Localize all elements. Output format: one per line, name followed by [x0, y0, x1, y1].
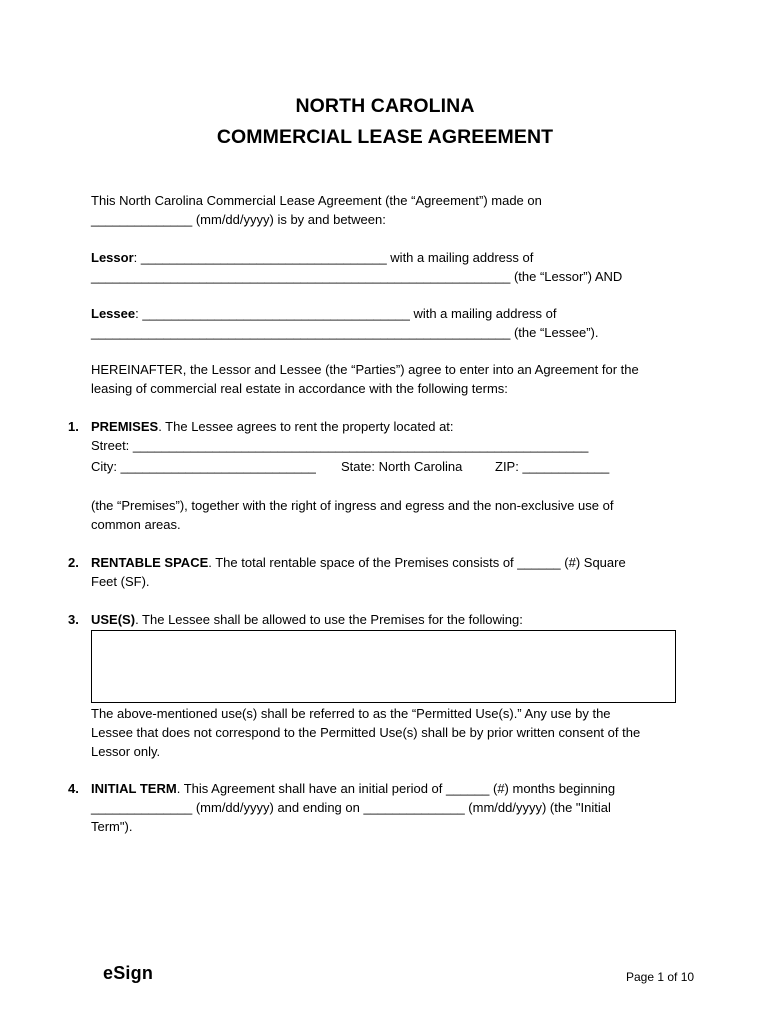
document-title-line-1: NORTH CAROLINA — [295, 95, 475, 117]
section-3-after-line-1: The above-mentioned use(s) shall be referred to as the “Permitted Use(s).” Any use by the — [91, 706, 611, 721]
permitted-uses-textbox[interactable] — [91, 630, 676, 703]
city-field[interactable]: City: ___________________________ — [91, 459, 316, 474]
premises-para-line-1: (the “Premises”), together with the right of ingress and egress and the non-exclusive use of — [91, 498, 614, 513]
section-1-line-1 — [91, 419, 454, 435]
intro-line-2: ______________ (mm/dd/yyyy) is by and between: — [91, 212, 386, 227]
section-3-text: . The Lessee shall be allowed to use the Premises for the following: — [135, 612, 523, 627]
section-3-after-line-3: Lessor only. — [91, 744, 161, 759]
section-2-line-2: Feet (SF). — [91, 574, 150, 589]
initial-term-months-field[interactable]: . This Agreement shall have an initial period of ______ (#) months beginning — [176, 781, 616, 796]
section-1-text: . The Lessee agrees to rent the property located at: — [158, 419, 454, 434]
document-title-line-2: COMMERCIAL LEASE AGREEMENT — [216, 126, 554, 148]
section-1-number: 1. — [68, 419, 79, 434]
lessee-address-field[interactable]: __________________________________________________________ (the “Lessee”). — [91, 325, 599, 340]
section-2-heading: RENTABLE SPACE — [91, 555, 209, 570]
section-2-line-1 — [91, 555, 626, 571]
section-4-heading: INITIAL TERM — [91, 781, 177, 796]
section-3-after-line-2: Lessee that does not correspond to the Permitted Use(s) shall be by prior written consent of the — [91, 725, 641, 740]
page-number: Page 1 of 10 — [626, 970, 695, 984]
initial-term-dates-field[interactable]: ______________ (mm/dd/yyyy) and ending on ______________ (mm/dd/yyyy) (the "Initial — [91, 800, 611, 815]
square-feet-field[interactable]: . The total rentable space of the Premises consists of ______ (#) Square — [208, 555, 626, 570]
lessor-name-field[interactable]: : __________________________________ with a mailing address of — [133, 250, 534, 265]
lessor-line-1 — [91, 250, 533, 266]
intro-line-1: This North Carolina Commercial Lease Agreement (the “Agreement”) made on — [91, 193, 542, 208]
section-4-line-1 — [91, 781, 615, 797]
hereinafter-line-1: HEREINAFTER, the Lessor and Lessee (the “Parties”) agree to enter into an Agreement for the — [91, 362, 639, 377]
section-4-line-3: Term"). — [91, 819, 133, 834]
hereinafter-line-2: leasing of commercial real estate in accordance with the following terms: — [91, 381, 508, 396]
section-3-number: 3. — [68, 612, 79, 627]
section-2-number: 2. — [68, 555, 79, 570]
section-1-heading: PREMISES — [91, 419, 159, 434]
lessee-line-1 — [91, 306, 557, 322]
lessee-label: Lessee — [91, 306, 136, 321]
esign-logo: eSign — [103, 963, 154, 983]
street-field[interactable]: Street: _______________________________________________________________ — [91, 438, 589, 453]
premises-para-line-2: common areas. — [91, 517, 181, 532]
section-3-line-1 — [91, 612, 523, 628]
lessor-address-field[interactable]: __________________________________________________________ (the “Lessor”) AND — [91, 269, 623, 284]
lessee-name-field[interactable]: : _____________________________________ with a mailing address of — [135, 306, 557, 321]
section-3-heading: USE(S) — [91, 612, 136, 627]
state-value: State: North Carolina — [341, 459, 463, 474]
lessor-label: Lessor — [91, 250, 134, 265]
section-4-number: 4. — [68, 781, 79, 796]
zip-field[interactable]: ZIP: ____________ — [495, 459, 610, 474]
